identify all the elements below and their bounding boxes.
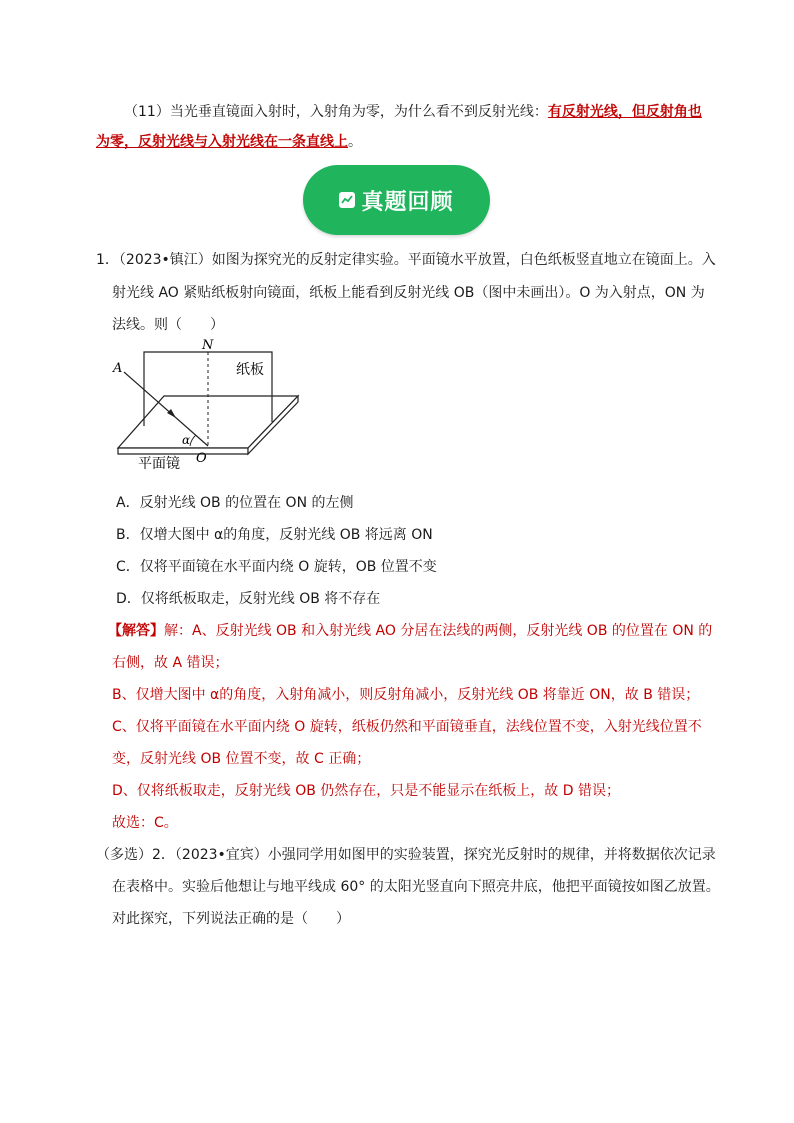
label-a: A	[113, 361, 123, 376]
q1-option-c: C．仅将平面镜在水平面内绕 O 旋转，OB 位置不变	[116, 559, 437, 575]
item-11-answer-part1: 有反射光线，但反射角也	[547, 104, 702, 120]
label-o: O	[196, 451, 207, 466]
chart-icon	[339, 192, 355, 208]
solution-tag: 【解答】	[108, 623, 164, 639]
q1-option-b: B．仅增大图中 α的角度，反射光线 OB 将远离 ON	[116, 527, 433, 543]
item-11-line2	[96, 132, 362, 152]
q1-stem-line3: 法线。则（ ）	[112, 317, 224, 333]
item-11-answer-part2: 为零，反射光线与入射光线在一条直线上	[96, 134, 348, 150]
q1-stem-line1: 1．（2023•镇江）如图为探究光的反射定律实验。平面镜水平放置，白色纸板竖直地立在镜面上。入	[96, 252, 716, 268]
q2-stem-line1: （多选）2．（2023•宜宾）小强同学用如图甲的实验装置，探究光反射时的规律，并将数据依次记录	[96, 847, 716, 863]
q1-stem-line2: 射光线 AO 紧贴纸板射向镜面，纸板上能看到反射光线 OB（图中未画出）。O 为入射点，ON 为	[112, 285, 705, 301]
item-11-line1	[124, 102, 702, 122]
q1-option-a: A．反射光线 OB 的位置在 ON 的左侧	[116, 495, 354, 511]
banner-title: 真题回顾	[361, 189, 454, 215]
q1-solution-line4: C、仅将平面镜在水平面内绕 O 旋转，纸板仍然和平面镜垂直，法线位置不变，入射光线位置不	[112, 719, 702, 735]
label-alpha: α	[182, 433, 191, 447]
solution-text-1: 解：A、反射光线 OB 和入射光线 AO 分居在法线的两侧，反射光线 OB 的位置在 ON 的	[164, 623, 713, 639]
q1-solution-line3: B、仅增大图中 α的角度，入射角减小，则反射角减小，反射光线 OB 将靠近 ON，故 B 错误；	[112, 687, 700, 703]
mirror-front-edge	[118, 448, 248, 454]
q1-solution-line6: D、仅将纸板取走，反射光线 OB 仍然存在，只是不能显示在纸板上，故 D 错误；	[112, 783, 620, 799]
mirror-top	[118, 396, 298, 448]
label-n: N	[202, 338, 214, 353]
q2-stem-line3: 对此探究，下列说法正确的是（ ）	[112, 911, 350, 927]
q1-solution-line7: 故选：C。	[112, 815, 178, 831]
section-banner	[303, 165, 490, 235]
reflection-experiment-figure	[112, 338, 302, 478]
q2-stem-line2: 在表格中。实验后他想让与地平线成 60° 的太阳光竖直向下照亮井底，他把平面镜按如图乙放置。	[112, 879, 720, 895]
q1-solution-line2: 右侧，故 A 错误；	[112, 655, 229, 671]
item-11-end: 。	[348, 134, 362, 150]
q1-solution-line1	[108, 621, 712, 641]
q1-solution-line5: 变，反射光线 OB 位置不变，故 C 正确；	[112, 751, 371, 767]
item-11-question: （11）当光垂直镜面入射时，入射角为零，为什么看不到反射光线：	[124, 104, 548, 120]
label-board: 纸板	[236, 362, 264, 378]
label-mirror: 平面镜	[138, 456, 180, 472]
q1-option-d: D．仅将纸板取走，反射光线 OB 将不存在	[116, 591, 381, 607]
